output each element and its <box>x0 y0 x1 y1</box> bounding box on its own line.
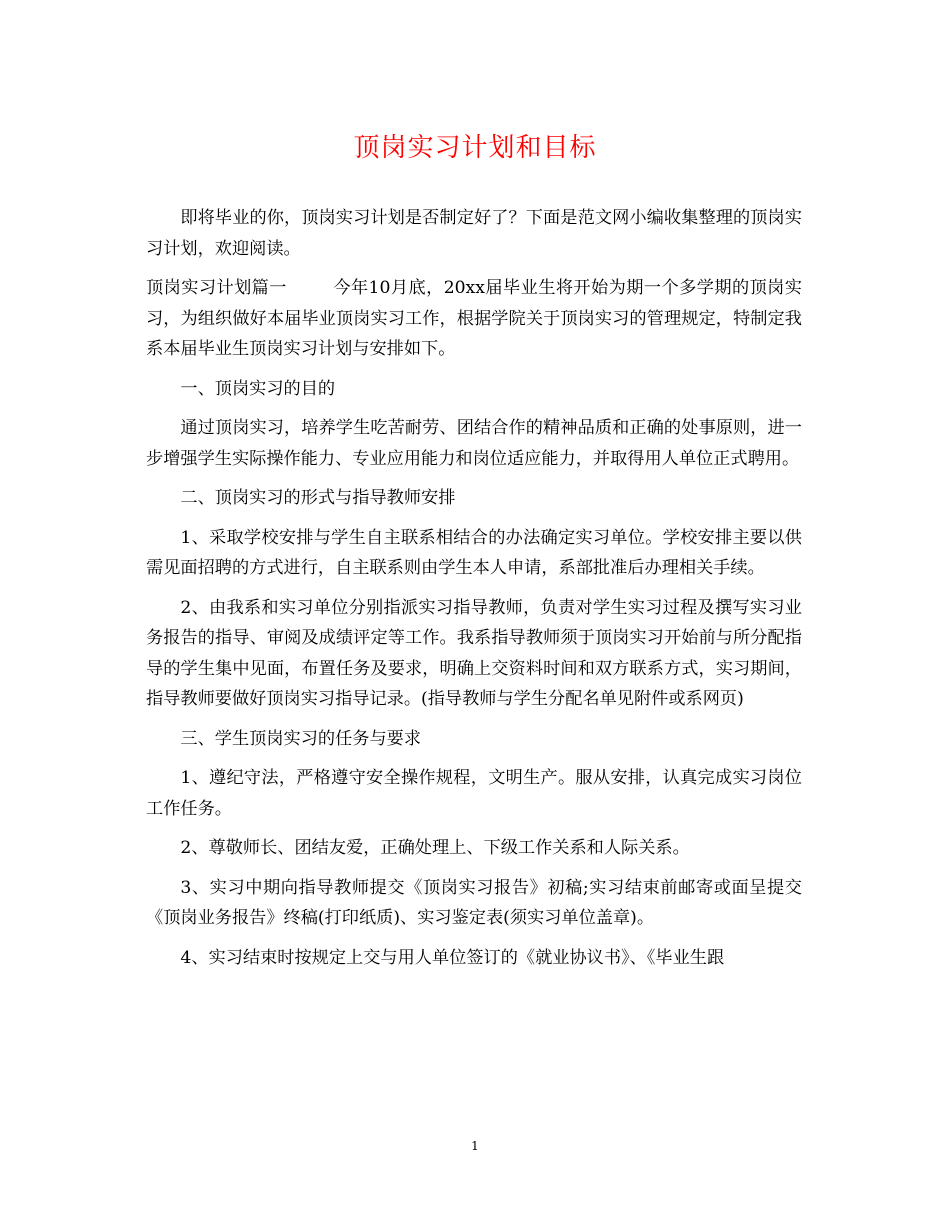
heading-tasks: 三、学生顶岗实习的任务与要求 <box>180 728 422 749</box>
paragraph-opening: 今年10月底，20xx届毕业生将开始为期一个多学期的顶岗实习，为组织做好本届毕业顶岗实习工作，根据学院关于顶岗实习的管理规定，特制定我系本届毕业生顶岗实习计划与安排如下。 <box>146 278 802 359</box>
paragraph-task-4: 4、实习结束时按规定上交与用人单位签订的《就业协议书》、《毕业生跟 <box>180 947 725 968</box>
paragraph-section-one <box>146 273 802 365</box>
paragraph-task-3: 3、实习中期向指导教师提交《顶岗实习报告》初稿;实习结束前邮寄或面呈提交《顶岗业务报告》终稿(打印纸质)、实习鉴定表(须实习单位盖章)。 <box>146 877 802 928</box>
document-title: 顶岗实习计划和目标 <box>353 133 597 163</box>
paragraph-task-2: 2、尊敬师长、团结友爱，正确处理上、下级工作关系和人际关系。 <box>180 838 690 858</box>
page-number: 1 <box>471 1139 479 1153</box>
document-body <box>146 203 802 982</box>
paragraph-purpose: 通过顶岗实习，培养学生吃苦耐劳、团结合作的精神品质和正确的处事原则，进一步增强学生实际操作能力、专业应用能力和岗位适应能力，并取得用人单位正式聘用。 <box>146 418 802 469</box>
paragraph-intro: 即将毕业的你，顶岗实习计划是否制定好了？下面是范文网小编收集整理的顶岗实习计划，欢迎阅读。 <box>146 208 802 259</box>
paragraph-form-1: 1、采取学校安排与学生自主联系相结合的办法确定实习单位。学校安排主要以供需见面招聘的方式进行，自主联系则由学生本人申请，系部批准后办理相关手续。 <box>146 527 802 578</box>
section-label: 顶岗实习计划篇一 <box>146 278 287 298</box>
heading-purpose: 一、顶岗实习的目的 <box>180 378 336 399</box>
heading-form: 二、顶岗实习的形式与指导教师安排 <box>180 488 456 508</box>
paragraph-form-2: 2、由我系和实习单位分别指派实习指导教师，负责对学生实习过程及撰写实习业务报告的指导、审阅及成绩评定等工作。我系指导教师须于顶岗实习开始前与所分配指导的学生集中见面，布置任务及要求，明确上交资料时间和双方联系方式，实习期间，指导教师要做好顶岗实习指导记录。(指导教师与学生分配名单见附件或系网页) <box>146 597 802 709</box>
paragraph-task-1: 1、遵纪守法，严格遵守安全操作规程，文明生产。服从安排，认真完成实习岗位工作任务。 <box>146 768 802 819</box>
